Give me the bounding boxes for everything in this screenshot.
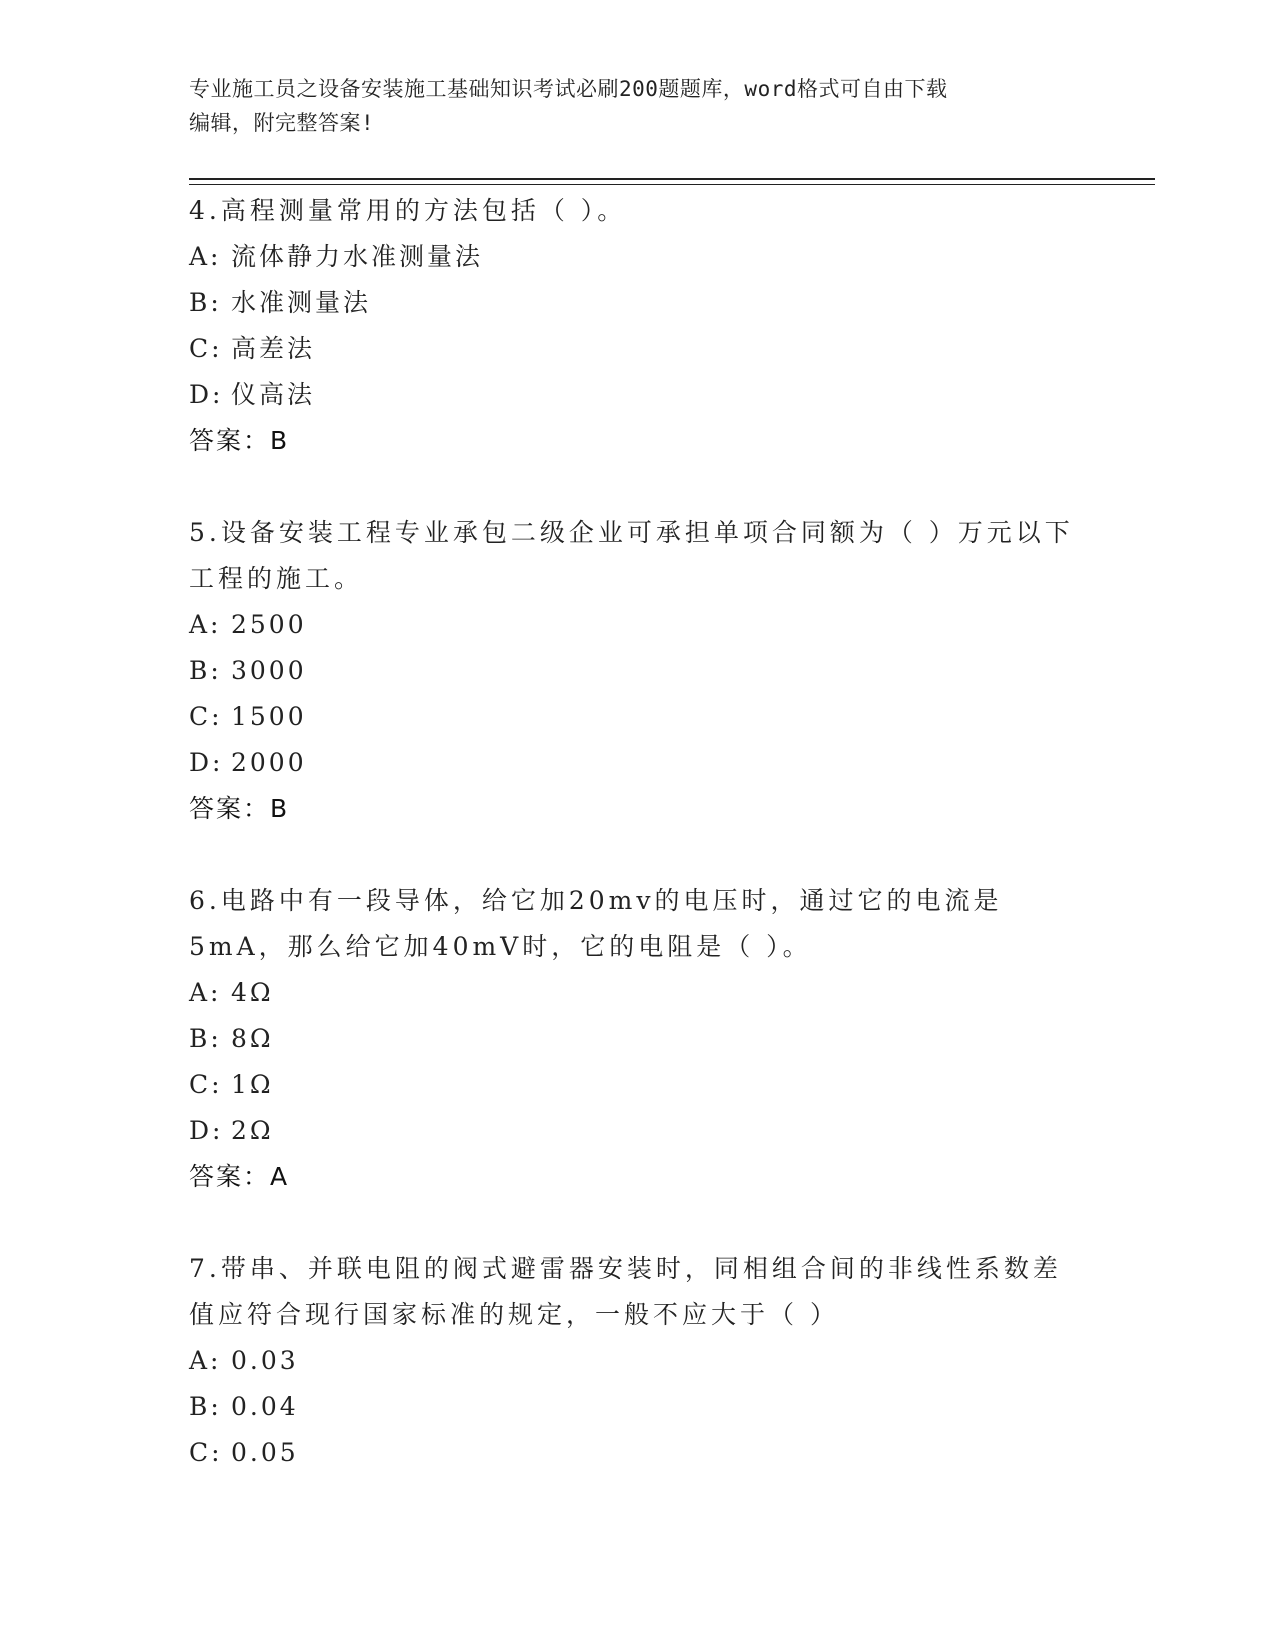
option-letter: B: — [189, 656, 222, 685]
option-a — [189, 1338, 1089, 1384]
option-text: 仪高法 — [231, 380, 316, 409]
answer-line: 答案：B — [189, 794, 290, 823]
option-b — [189, 648, 1089, 694]
option-letter: A: — [189, 610, 222, 639]
option-b — [189, 280, 1089, 326]
option-letter: B: — [189, 1392, 222, 1421]
option-letter: B: — [189, 288, 222, 317]
option-d — [189, 1108, 1089, 1154]
option-letter: C: — [189, 702, 223, 731]
option-letter: C: — [189, 1070, 223, 1099]
option-text: 8Ω — [231, 1024, 274, 1053]
header-rule-thin — [189, 184, 1155, 185]
option-a — [189, 234, 1089, 280]
option-text: 4Ω — [231, 978, 274, 1007]
option-letter: C: — [189, 334, 223, 363]
option-a — [189, 602, 1089, 648]
answer-line: 答案：B — [189, 426, 290, 455]
option-letter: A: — [189, 242, 222, 271]
option-a — [189, 970, 1089, 1016]
question-text: 7.带串、并联电阻的阀式避雷器安装时，同相组合间的非线性系数差值应符合现行国家标准的规定，一般不应大于（ ） — [189, 1254, 1062, 1329]
option-c — [189, 1430, 1089, 1476]
option-letter: D: — [189, 1116, 224, 1145]
option-letter: C: — [189, 1438, 223, 1467]
question-list — [189, 188, 1089, 1522]
option-b — [189, 1016, 1089, 1062]
option-text: 水准测量法 — [231, 288, 372, 317]
option-text: 2500 — [231, 610, 307, 639]
question-7 — [189, 1246, 1089, 1476]
option-letter: D: — [189, 748, 224, 777]
question-5 — [189, 510, 1089, 832]
option-c — [189, 1062, 1089, 1108]
answer-line: 答案：A — [189, 1162, 290, 1191]
option-text: 0.03 — [231, 1346, 299, 1375]
option-text: 2Ω — [231, 1116, 274, 1145]
question-text: 6.电路中有一段导体，给它加20mv的电压时，通过它的电流是5mA，那么给它加40mV时，它的电阻是（ ）。 — [189, 886, 1003, 961]
option-b — [189, 1384, 1089, 1430]
option-d — [189, 372, 1089, 418]
option-letter: D: — [189, 380, 224, 409]
option-c — [189, 326, 1089, 372]
option-text: 3000 — [231, 656, 307, 685]
option-text: 1500 — [231, 702, 307, 731]
question-text: 4.高程测量常用的方法包括（ ）。 — [189, 196, 627, 225]
option-text: 0.04 — [231, 1392, 299, 1421]
option-text: 高差法 — [231, 334, 316, 363]
option-letter: A: — [189, 978, 222, 1007]
option-c — [189, 694, 1089, 740]
option-d — [189, 740, 1089, 786]
header-line-2: 编辑，附完整答案! — [189, 111, 375, 135]
option-letter: B: — [189, 1024, 222, 1053]
document-header — [189, 72, 1089, 140]
header-line-1: 专业施工员之设备安装施工基础知识考试必刷200题题库，word格式可自由下载 — [189, 77, 948, 101]
option-text: 流体静力水准测量法 — [231, 242, 484, 271]
question-text: 5.设备安装工程专业承包二级企业可承担单项合同额为（ ）万元以下工程的施工。 — [189, 518, 1074, 593]
question-6 — [189, 878, 1089, 1200]
header-rule-thick — [189, 178, 1155, 180]
option-letter: A: — [189, 1346, 222, 1375]
option-text: 0.05 — [231, 1438, 299, 1467]
question-4 — [189, 188, 1089, 464]
option-text: 1Ω — [231, 1070, 274, 1099]
option-text: 2000 — [231, 748, 307, 777]
